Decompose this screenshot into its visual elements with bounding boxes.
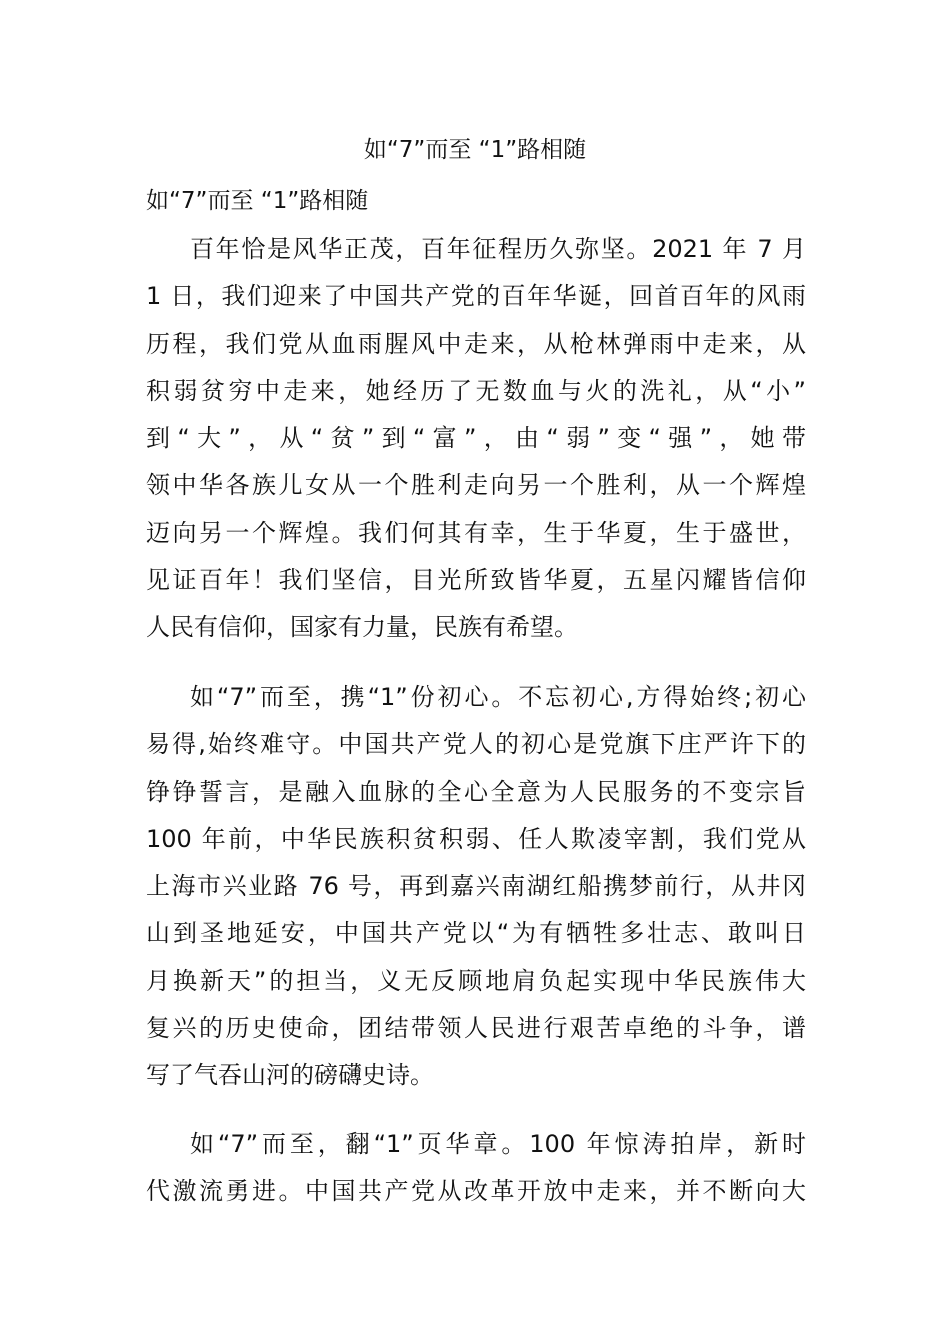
paragraph-line: 历程，我们党从血雨腥风中走来，从枪林弹雨中走来，从 bbox=[146, 329, 806, 358]
paragraph-line: 如“7”而至，携“1”份初心。不忘初心,方得始终;初心 bbox=[190, 683, 806, 711]
paragraph-line: 100 年前，中华民族积贫积弱、任人欺凌宰割，我们党从 bbox=[146, 824, 806, 853]
paragraph-2 bbox=[146, 674, 806, 1100]
paragraph-line: 如“7”而至，翻“1”页华章。100 年惊涛拍岸，新时 bbox=[190, 1130, 806, 1158]
paragraph-line: 见证百年！我们坚信，目光所致皆华夏，五星闪耀皆信仰 bbox=[146, 566, 806, 595]
paragraph-line: 1 日，我们迎来了中国共产党的百年华诞，回首百年的风雨 bbox=[146, 282, 806, 311]
document-subtitle: 如“7”而至 “1”路相随 bbox=[146, 188, 369, 214]
paragraph-line: 人民有信仰，国家有力量，民族有希望。 bbox=[146, 613, 578, 642]
paragraph-line: 写了气吞山河的磅礴史诗。 bbox=[146, 1061, 434, 1090]
paragraph-line: 百年恰是风华正茂，百年征程历久弥坚。2021 年 7 月 bbox=[190, 235, 806, 263]
paragraph-line: 到“大”，从“贫”到“富”，由“弱”变“强”，她带 bbox=[146, 424, 806, 453]
paragraph-line: 领中华各族儿女从一个胜利走向另一个胜利，从一个辉煌 bbox=[146, 471, 806, 500]
paragraph-line: 月换新天”的担当，义无反顾地肩负起实现中华民族伟大 bbox=[146, 966, 806, 995]
paragraph-line: 积弱贫穷中走来，她经历了无数血与火的洗礼，从“小” bbox=[146, 376, 806, 405]
paragraph-line: 复兴的历史使命，团结带领人民进行艰苦卓绝的斗争，谱 bbox=[146, 1014, 806, 1043]
paragraph-line: 迈向另一个辉煌。我们何其有幸，生于华夏，生于盛世， bbox=[146, 518, 806, 547]
paragraph-line: 代激流勇进。中国共产党从改革开放中走来，并不断向大 bbox=[146, 1177, 806, 1206]
paragraph-line: 山到圣地延安，中国共产党以“为有牺牲多壮志、敢叫日 bbox=[146, 919, 806, 948]
paragraph-3 bbox=[146, 1121, 806, 1216]
paragraph-line: 易得,始终难守。中国共产党人的初心是党旗下庄严许下的 bbox=[146, 730, 806, 759]
paragraph-line: 铮铮誓言，是融入血脉的全心全意为人民服务的不变宗旨 bbox=[146, 777, 806, 806]
paragraph-line: 上海市兴业路 76 号，再到嘉兴南湖红船携梦前行，从井冈 bbox=[146, 872, 806, 901]
paragraph-1 bbox=[146, 226, 806, 652]
document-title: 如“7”而至 “1”路相随 bbox=[363, 137, 587, 163]
